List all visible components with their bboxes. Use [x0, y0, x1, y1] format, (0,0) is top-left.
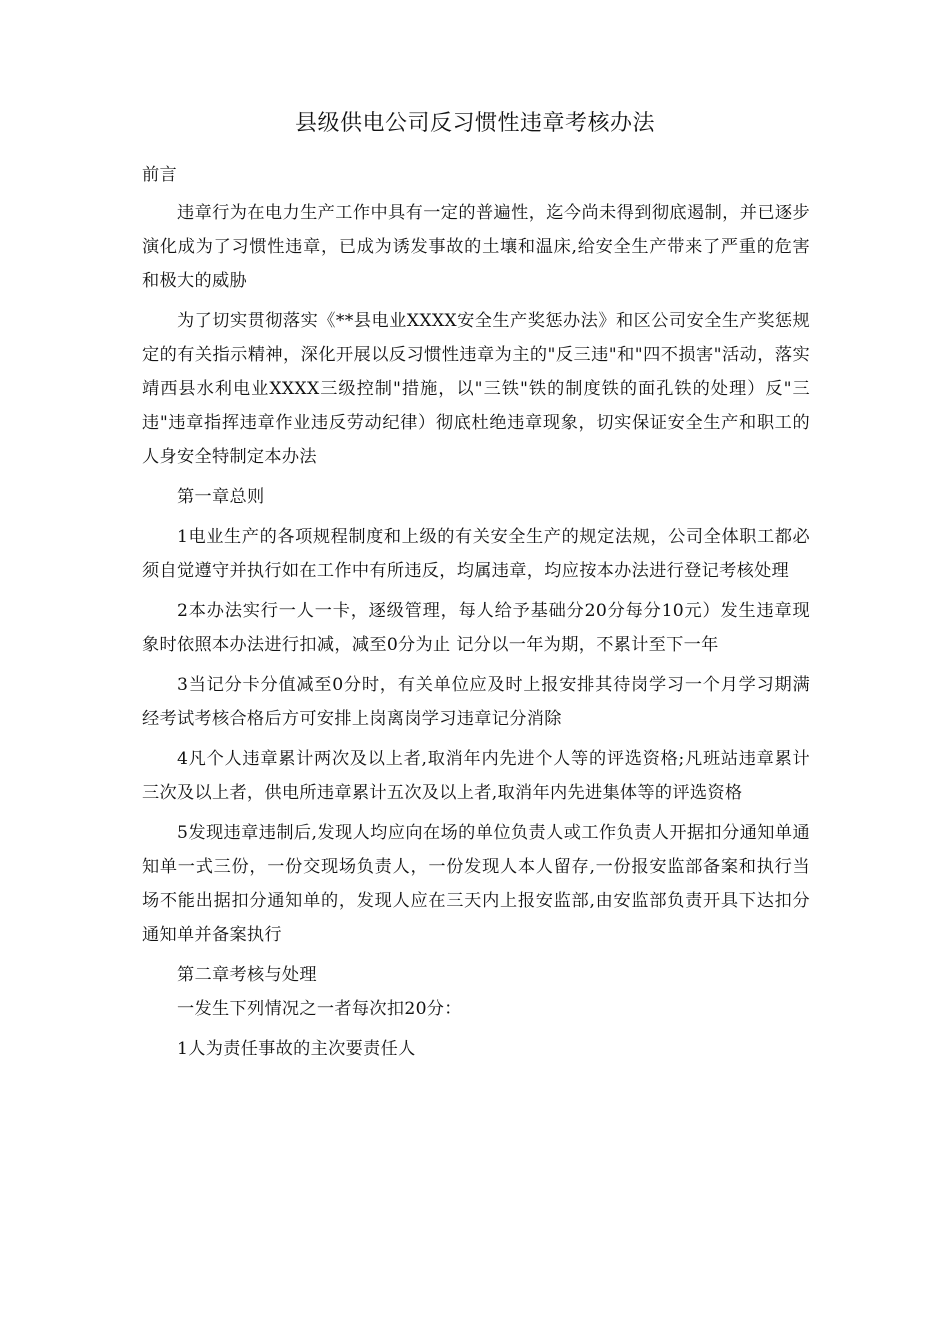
- chapter-1-heading: 第一章总则: [177, 487, 265, 507]
- document-title: 县级供电公司反习惯性违章考核办法: [294, 111, 655, 136]
- preface-heading: 前言: [142, 165, 177, 185]
- article-5: 5发现违章违制后,发现人均应向在场的单位负责人或工作负责人开据扣分通知单通知单一式三份，一份交现场负责人，一份发现人本人留存,一份报安监部备案和执行当场不能出据扣分通知单的，发现人应在三天内上报安监部,由安监部负责开具下达扣分通知单并备案执行: [142, 823, 810, 945]
- chapter-2-heading: 第二章考核与处理: [177, 965, 317, 985]
- article-2: 2本办法实行一人一卡，逐级管理，每人给予基础分20分每分10元）发生违章现象时依照本办法进行扣减，减至0分为止 记分以一年为期，不累计至下一年: [142, 601, 810, 655]
- paragraph-preface-1: 违章行为在电力生产工作中具有一定的普遍性，迄今尚未得到彻底遏制，并已逐步演化成为了习惯性违章，已成为诱发事故的土壤和温床,给安全生产带来了严重的危害和极大的威胁: [142, 203, 810, 291]
- article-3: 3当记分卡分值减至0分时，有关单位应及时上报安排其待岗学习一个月学习期满经考试考核合格后方可安排上岗离岗学习违章记分消除: [142, 675, 810, 729]
- document-body: [142, 158, 810, 1066]
- paragraph-preface-2: 为了切实贯彻落实《**县电业XXXX安全生产奖惩办法》和区公司安全生产奖惩规定的有关指示精神，深化开展以反习惯性违章为主的"反三违"和"四不损害"活动，落实靖西县水利电业XXXX三级控制"措施，以"三铁"铁的制度铁的面孔铁的处理）反"三违"违章指挥违章作业违反劳动纪律）彻底杜绝违章现象，切实保证安全生产和职工的人身安全特制定本办法: [142, 311, 810, 467]
- article-4: 4凡个人违章累计两次及以上者,取消年内先进个人等的评选资格;凡班站违章累计三次及以上者，供电所违章累计五次及以上者,取消年内先进集体等的评选资格: [142, 749, 810, 803]
- clause-1-item-1: 1人为责任事故的主次要责任人: [177, 1039, 416, 1059]
- article-1: 1电业生产的各项规程制度和上级的有关安全生产的规定法规，公司全体职工都必须自觉遵守并执行如在工作中有所违反，均属违章，均应按本办法进行登记考核处理: [142, 527, 810, 581]
- clause-1: 一发生下列情况之一者每次扣20分：: [177, 999, 462, 1019]
